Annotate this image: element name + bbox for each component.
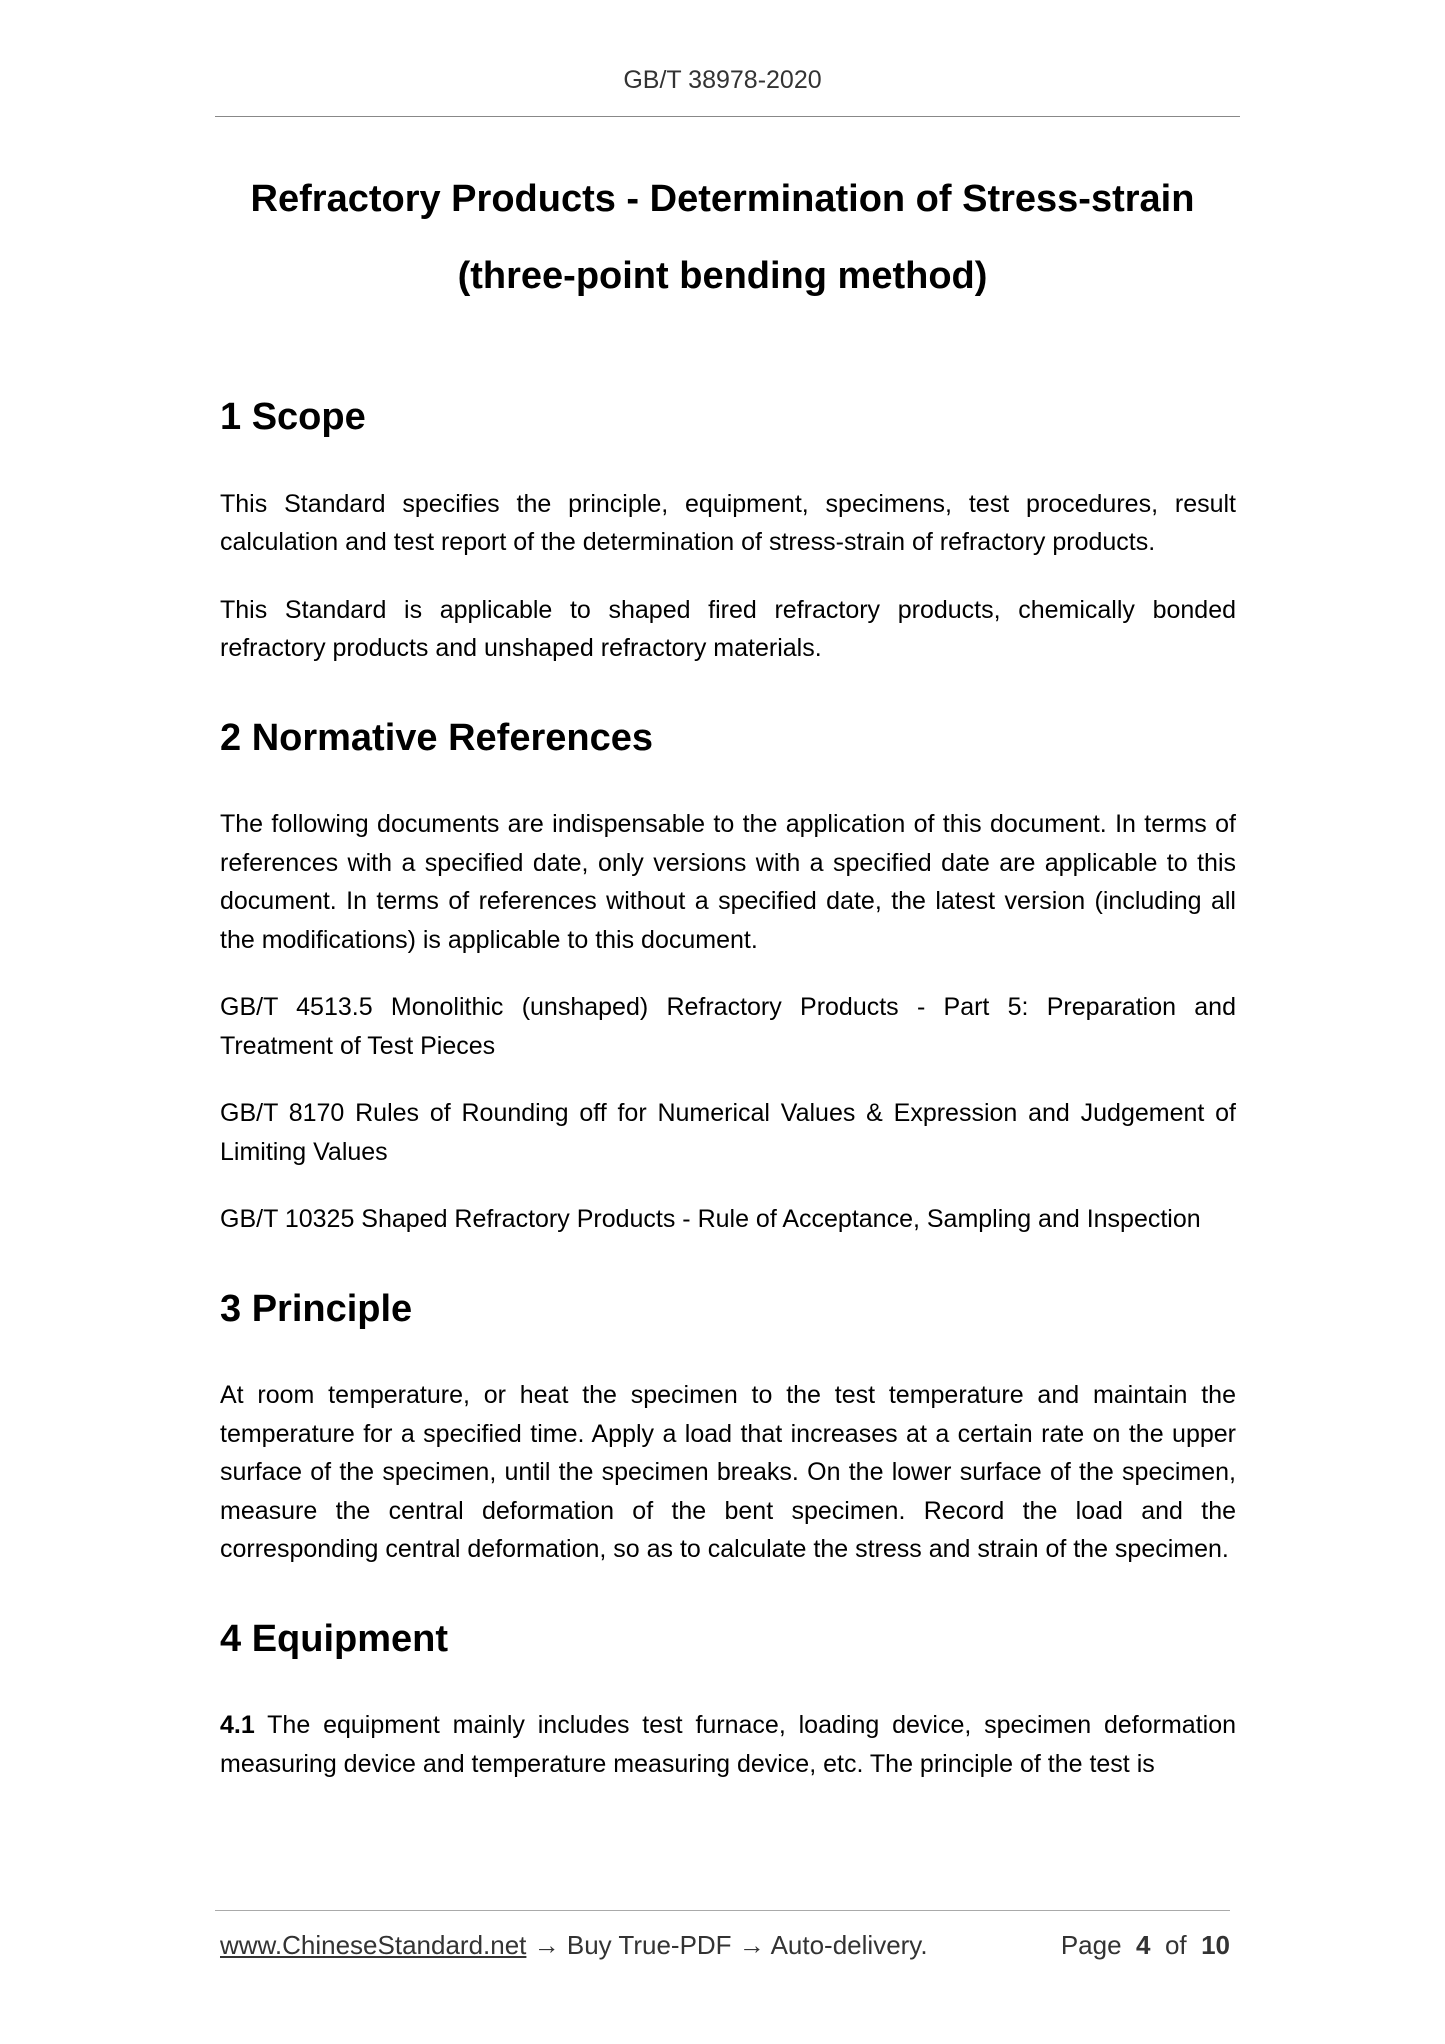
of-label: of <box>1164 1930 1187 1960</box>
header-divider <box>215 116 1240 117</box>
section-heading-normative-references: 2 Normative References <box>220 716 653 759</box>
website-link[interactable]: www.ChineseStandard.net <box>220 1930 527 1960</box>
scope-paragraph-1: This Standard specifies the principle, equipment, specimens, test procedures, result calculation and test report of the determination of stress-strain of refractory products. <box>220 489 1236 557</box>
document-title-line-1: Refractory Products - Determination of Stress-strain <box>250 178 1195 220</box>
reference-item-gbt-4513-5: GB/T 4513.5 Monolithic (unshaped) Refractory Products - Part 5: Preparation and Treatment of Test Pieces <box>220 993 1236 1060</box>
clause-text: The equipment mainly includes test furnace, loading device, specimen deformation measuring device and temperature measuring device, etc. The principle of the test is <box>220 1711 1236 1778</box>
current-page-number: 4 <box>1136 1930 1151 1960</box>
principle-paragraph: At room temperature, or heat the specimen to the test temperature and maintain the temperature for a specified time. Apply a load that increases at a certain rate on the upper surface of the specimen, until the specimen breaks. On the lower surface of the specimen, measure the central deformation of the bent specimen. Record the load and the corresponding central deformation, so as to calculate the stress and strain of the specimen. <box>220 1381 1236 1564</box>
section-heading-scope: 1 Scope <box>220 396 366 438</box>
footer-tagline: → Buy True-PDF → Auto-delivery. <box>526 1930 928 1960</box>
scope-paragraph-2: This Standard is applicable to shaped fired refractory products, chemically bonded refractory products and unshaped refractory materials. <box>220 595 1236 663</box>
document-title-line-2: (three-point bending method) <box>457 255 988 297</box>
reference-item-gbt-10325: GB/T 10325 Shaped Refractory Products - Rule of Acceptance, Sampling and Inspection <box>220 1205 1201 1234</box>
document-body <box>220 395 1236 1812</box>
document-code-header: GB/T 38978-2020 <box>623 66 822 94</box>
page-label: Page <box>1060 1930 1122 1960</box>
page-footer <box>220 1930 1230 1961</box>
equipment-clause-4-1 <box>220 1706 1236 1783</box>
clause-number: 4.1 <box>220 1711 255 1740</box>
total-page-count: 10 <box>1201 1930 1230 1960</box>
section-heading-equipment: 4 Equipment <box>220 1617 449 1660</box>
page-indicator <box>1061 1930 1230 1961</box>
references-intro-paragraph: The following documents are indispensable to the application of this document. In terms of references with a specified date, only versions with a specified date are applicable to this document. In terms of references without a specified date, the latest version (including all the modifications) is applicable to this document. <box>220 810 1236 954</box>
footer-divider <box>215 1910 1230 1911</box>
section-heading-principle: 3 Principle <box>220 1287 413 1330</box>
reference-item-gbt-8170: GB/T 8170 Rules of Rounding off for Numerical Values & Expression and Judgement of Limiting Values <box>220 1099 1236 1166</box>
